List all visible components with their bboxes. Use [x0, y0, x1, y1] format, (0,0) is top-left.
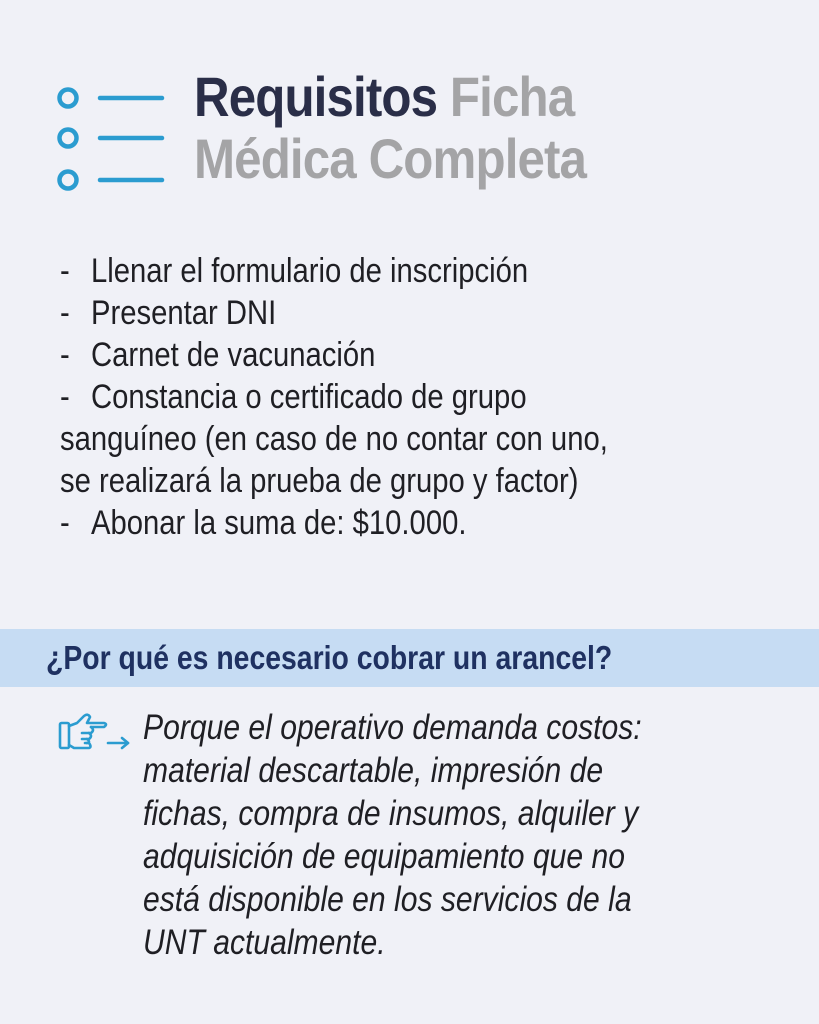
- list-item-text: se realizará la prueba de grupo y factor): [60, 462, 579, 500]
- list-item-continuation: [60, 418, 696, 460]
- requirements-list: [60, 250, 800, 544]
- list-item: [60, 292, 696, 334]
- page-title: [194, 66, 586, 190]
- list-item: [60, 334, 696, 376]
- answer-line: UNT actualmente.: [143, 923, 386, 962]
- question-heading: ¿Por qué es necesario cobrar un arancel?: [46, 639, 613, 676]
- list-item: [60, 250, 696, 292]
- list-item: [60, 502, 696, 544]
- answer-line: fichas, compra de insumos, alquiler y: [143, 794, 639, 833]
- list-dash: -: [60, 336, 70, 374]
- list-item: [60, 376, 696, 418]
- question-band: [0, 629, 819, 687]
- title-line1-rest: Ficha: [449, 65, 575, 128]
- list-dash: -: [60, 252, 70, 290]
- answer-line: está disponible en los servicios de la: [143, 880, 632, 919]
- list-item-continuation: [60, 460, 696, 502]
- list-dash: -: [60, 504, 70, 542]
- title-line2: Médica Completa: [194, 127, 587, 190]
- list-dash: -: [60, 294, 70, 332]
- list-item-text: Presentar DNI: [90, 294, 277, 332]
- list-dash: -: [60, 378, 70, 416]
- list-icon: [56, 84, 168, 196]
- list-item-text: Carnet de vacunación: [90, 336, 376, 374]
- list-item-text: Llenar el formulario de inscripción: [90, 252, 529, 290]
- answer-line: Porque el operativo demanda costos:: [143, 708, 642, 747]
- list-item-text: sanguíneo (en caso de no contar con uno,: [60, 420, 608, 458]
- list-item-text: Abonar la suma de: $10.000.: [90, 504, 467, 542]
- list-item-text: Constancia o certificado de grupo: [90, 378, 527, 416]
- answer-line: material descartable, impresión de: [143, 751, 604, 790]
- title-bold: Requisitos: [194, 65, 438, 128]
- answer-paragraph: [143, 706, 819, 964]
- answer-line: adquisición de equipamiento que no: [143, 837, 625, 876]
- pointing-hand-icon: [58, 712, 132, 752]
